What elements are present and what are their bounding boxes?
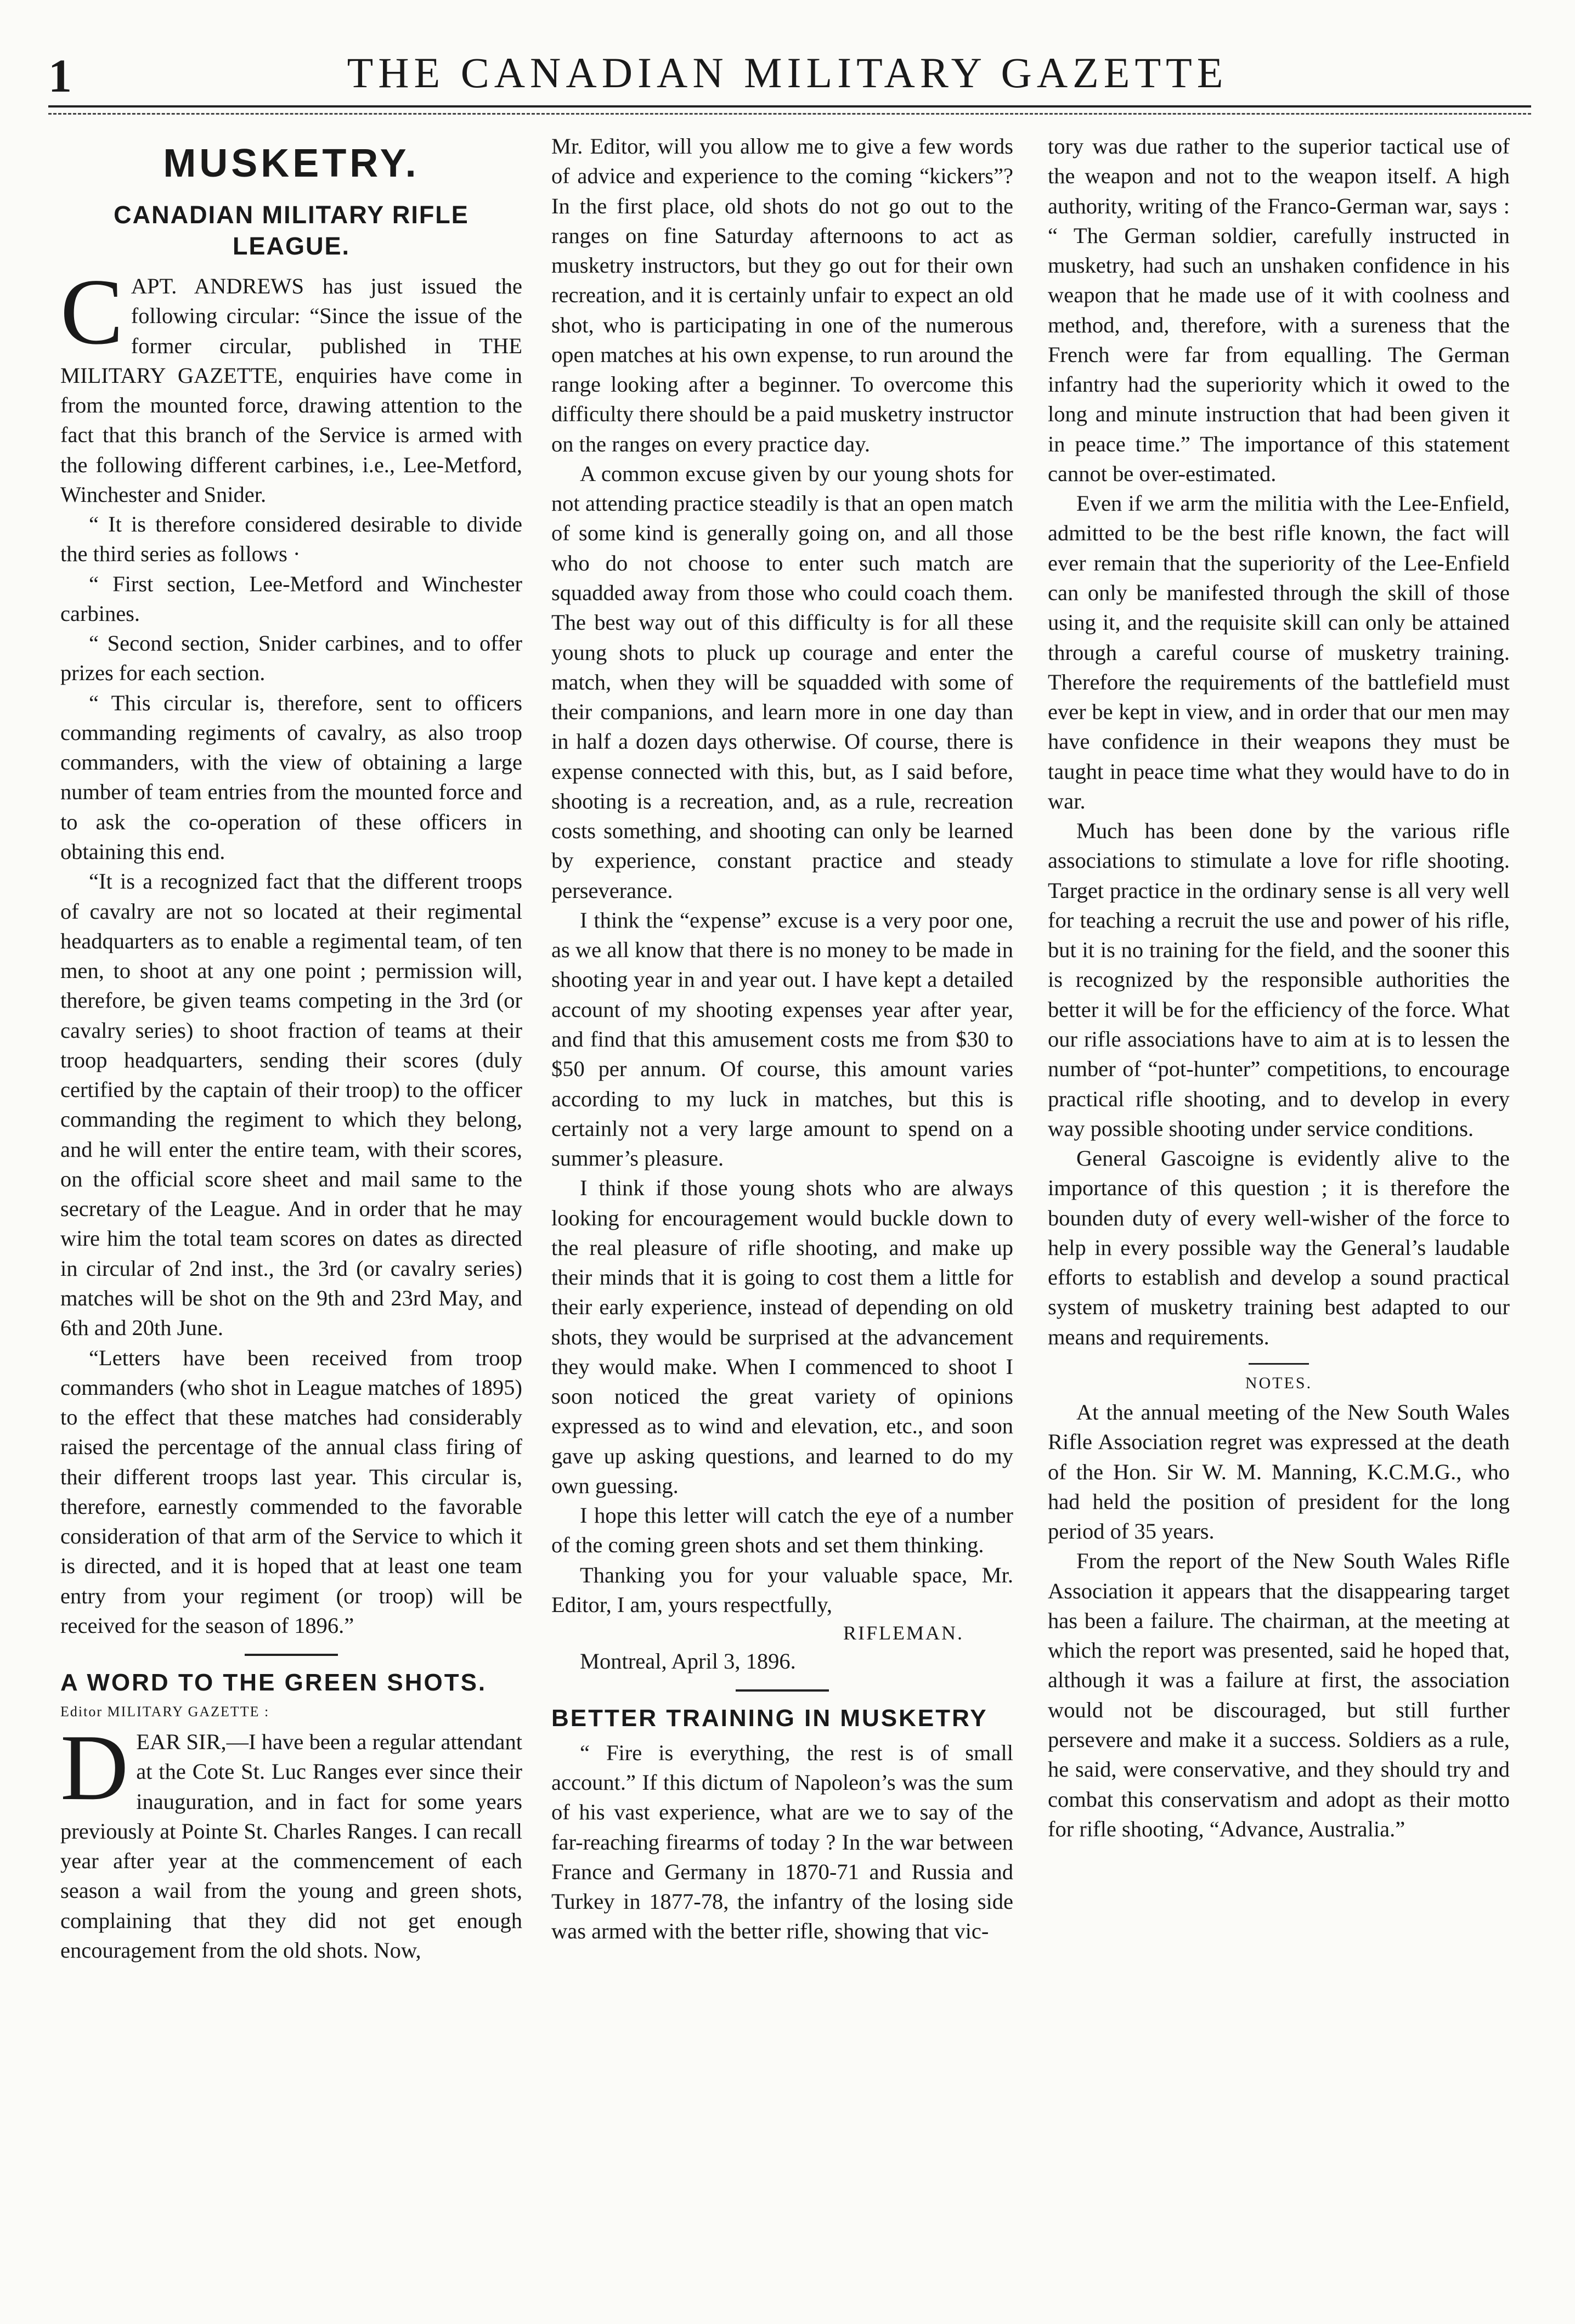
- place-date: Montreal, April 3, 1896.: [580, 1648, 796, 1673]
- paragraph-text: EAR SIR,—I have been a regular attendant at the Cote St. Luc Ranges ever since their inauguration, and in fact for some years previously at Pointe St. Charles Ranges. I can recall year after year at the commencement of each season a wail from the young and green shots, complaining that they did not get enough encouragement from the old shots. Now,: [60, 1729, 522, 1963]
- paragraph: Thanking you for your valuable space, Mr. Editor, I am, yours respectfully,: [551, 1562, 1013, 1618]
- paragraph: “ This circular is, therefore, sent to officers commanding regiments of cavalry, as also troop commanders, with the view of obtaining a large number of team entries from the mounted force and to ask the co-operation of these officers in obtaining this end.: [60, 690, 522, 864]
- section-divider: [736, 1689, 829, 1692]
- paragraph-text: APT. ANDREWS has just issued the following circular: “Since the issue of the former circular, published in THE MILITARY GAZETTE, enquiries have come in from the mounted force, drawing attention to the fact that this branch of the Service is armed with the following different carbines, i.e., Lee-Metford, Winchester and Snider.: [60, 273, 522, 507]
- article-title-green-shots: A WORD TO THE GREEN SHOTS.: [60, 1669, 487, 1697]
- notes-divider: [1249, 1363, 1309, 1365]
- header-rule: [48, 105, 1531, 108]
- paragraph: [60, 259, 522, 510]
- paragraph: Mr. Editor, will you allow me to give a few words of advice and experience to the coming “kickers”? In the first place, old shots do not go out to the ranges on fine Saturday afternoons to act as musketry instructors, but they go out for their own recreation, and it is certainly unfair to expect an old shot, who is participating in one of the numerous open matches at his own expense, to run around the range looking after a beginner. To overcome this difficulty there should be a paid musketry instructor on the ranges on every practice day.: [551, 134, 1013, 456]
- paragraph: I think if those young shots who are always looking for encouragement would buckle down to the real pleasure of rifle shooting, and make up their minds that it is going to cost them a little for their early experience, instead of depending on old shots, they would be surprised at the advancement they would make. When I commenced to shoot I soon noticed the great variety of opinions expressed as to wind and elevation, etc., and soon gave up asking questions, and learned to do my own guessing.: [551, 1175, 1013, 1498]
- paragraph: A common excuse given by our young shots for not attending practice steadily is that an open match of some kind is generally going on, and all those who do not choose to enter such match are squadded away from those who could coach them. The best way out of this difficulty is for all these young shots to pluck up courage and enter the match, when they will be squadded with some of their companions, and learn more in one day than in half a dozen days otherwise. Of course, there is expense connected with this, but, as I said before, shooting is a recreation, and, as a rule, recreation costs something, and shooting can only be learned by experience, constant practice and steady perseverance.: [551, 461, 1013, 903]
- signature: RIFLEMAN.: [843, 1622, 964, 1644]
- article-title-rifle-league: CANADIAN MILITARY RIFLE LEAGUE.: [114, 201, 469, 260]
- section-divider: [245, 1654, 338, 1656]
- drop-cap: C: [60, 259, 123, 364]
- paragraph: I hope this letter will catch the eye of a number of the coming green shots and set them thinking.: [551, 1503, 1013, 1558]
- paragraph: [60, 1715, 522, 1965]
- column-2: [551, 132, 1013, 1947]
- paragraph: I think the “expense” excuse is a very poor one, as we all know that there is no money to be made in shooting year in and year out. I have kept a detailed account of my shooting expenses year after year, and find that this amusement costs me from $30 to $50 per annum. Of course, this amount varies according to my luck in matches, but this is certainly not a very large amount to spend on a summer’s pleasure.: [551, 907, 1013, 1171]
- paragraph: “ First section, Lee-Metford and Winchester carbines.: [60, 571, 522, 626]
- column-1: [60, 132, 522, 1965]
- paragraph: At the annual meeting of the New South Wales Rifle Association regret was expressed at the death of the Hon. Sir W. M. Manning, K.C.M.G., who had held the position of president for the long period of 35 years.: [1048, 1400, 1510, 1544]
- paragraph: “Letters have been received from troop commanders (who shot in League matches of 1895) to the effect that these matches had considerably raised the percentage of the annual class firing of their different troops last year. This circular is, therefore, earnestly commended to the favorable consideration of that arm of the Service to which it is directed, and it is hoped that at least one team entry from your regiment (or troop) will be received for the season of 1896.”: [60, 1345, 522, 1638]
- paragraph: “ It is therefore considered desirable to divide the third series as follows ·: [60, 512, 522, 567]
- article-title-better-training: BETTER TRAINING IN MUSKETRY: [551, 1704, 988, 1732]
- letter-salutation-line: Editor MILITARY GAZETTE :: [60, 1704, 270, 1720]
- paragraph: Much has been done by the various rifle associations to stimulate a love for rifle shooting. Target practice in the ordinary sense is all very well for teaching a recruit the use and power of his rifle, but it is no training for the field, and the sooner this is recognized by the responsible authorities the better it will be for the efficiency of the force. What our rifle associations have to aim at is to lessen the number of “pot-hunter” competitions, to encourage practical rifle shooting, and to develop in every way possible shooting under service conditions.: [1048, 818, 1510, 1141]
- page-number: 1: [48, 49, 72, 102]
- notes-heading: NOTES.: [1245, 1373, 1313, 1392]
- paragraph: General Gascoigne is evidently alive to the importance of this question ; it is therefore the bounden duty of every well-wisher of the force to help in every possible way the General’s laudable efforts to establish and develop a sound practical system of musketry training best adapted to our means and requirements.: [1048, 1146, 1510, 1349]
- drop-cap: D: [60, 1715, 129, 1820]
- paragraph: Even if we arm the militia with the Lee-Enfield, admitted to be the best rifle known, the fact will ever remain that the superiority of the Lee-Enfield can only be manifested through the skill of those using it, and the requisite skill can only be attained through a careful course of musketry training. Therefore the requirements of the battlefield must ever be kept in view, and in order that our men may have confidence in their weapons they must be taught in peace time what they would have to do in war.: [1048, 491, 1510, 813]
- column-3: [1048, 132, 1510, 1844]
- paragraph: “ Fire is everything, the rest is of small account.” If this dictum of Napoleon’s was the sum of his vast experience, what are we to say of the far-reaching firearms of today ? In the war between France and Germany in 1870-71 and Russia and Turkey in 1877-78, the infantry of the losing side was armed with the better rifle, showing that vic-: [551, 1740, 1013, 1944]
- paragraph: tory was due rather to the superior tactical use of the weapon and not to the weapon itself. A high authority, writing of the Franco-German war, says : “ The German soldier, carefully instructed in musketry, had such an unshaken confidence in his weapon that he made use of it with coolness and method, and, therefore, with a sureness that the French were far from equalling. The German infantry had the superiority which it owed to the long and minute instruction that had been given it in peace time.” The importance of this statement cannot be over-estimated.: [1048, 134, 1510, 486]
- header-dashed-rule: [48, 113, 1531, 115]
- paragraph: “ Second section, Snider carbines, and to offer prizes for each section.: [60, 631, 522, 686]
- masthead-title: THE CANADIAN MILITARY GAZETTE: [347, 49, 1228, 97]
- section-title: MUSKETRY.: [163, 142, 420, 185]
- paragraph: “It is a recognized fact that the different troops of cavalry are not so located at their regimental headquarters as to enable a regimental team, of ten men, to shoot at any one point ; permission will, therefore, be given teams competing in the 3rd (or cavalry series) to shoot fraction of teams at their troop headquarters, sending their scores (duly certified by the captain of their troop) to the officer commanding the regiment to which they belong, and he will enter the entire team, with their scores, on the official score sheet and mail same to the secretary of the League. And in order that he may wire him the total team scores on dates as directed in circular of 2nd inst., the 3rd (or cavalry series) matches will be shot on the 9th and 23rd May, and 6th and 20th June.: [60, 869, 522, 1341]
- paragraph: From the report of the New South Wales Rifle Association it appears that the disappearing target has been a failure. The chairman, at the meeting at which the report was presented, said he hoped that, although it was a failure at first, the association would not be discouraged, but still further persevere and make it a success. Soldiers as a rule, he said, were conservative, and they should try and combat this conservatism and adopt as their motto for rifle shooting, “Advance, Australia.”: [1048, 1548, 1510, 1841]
